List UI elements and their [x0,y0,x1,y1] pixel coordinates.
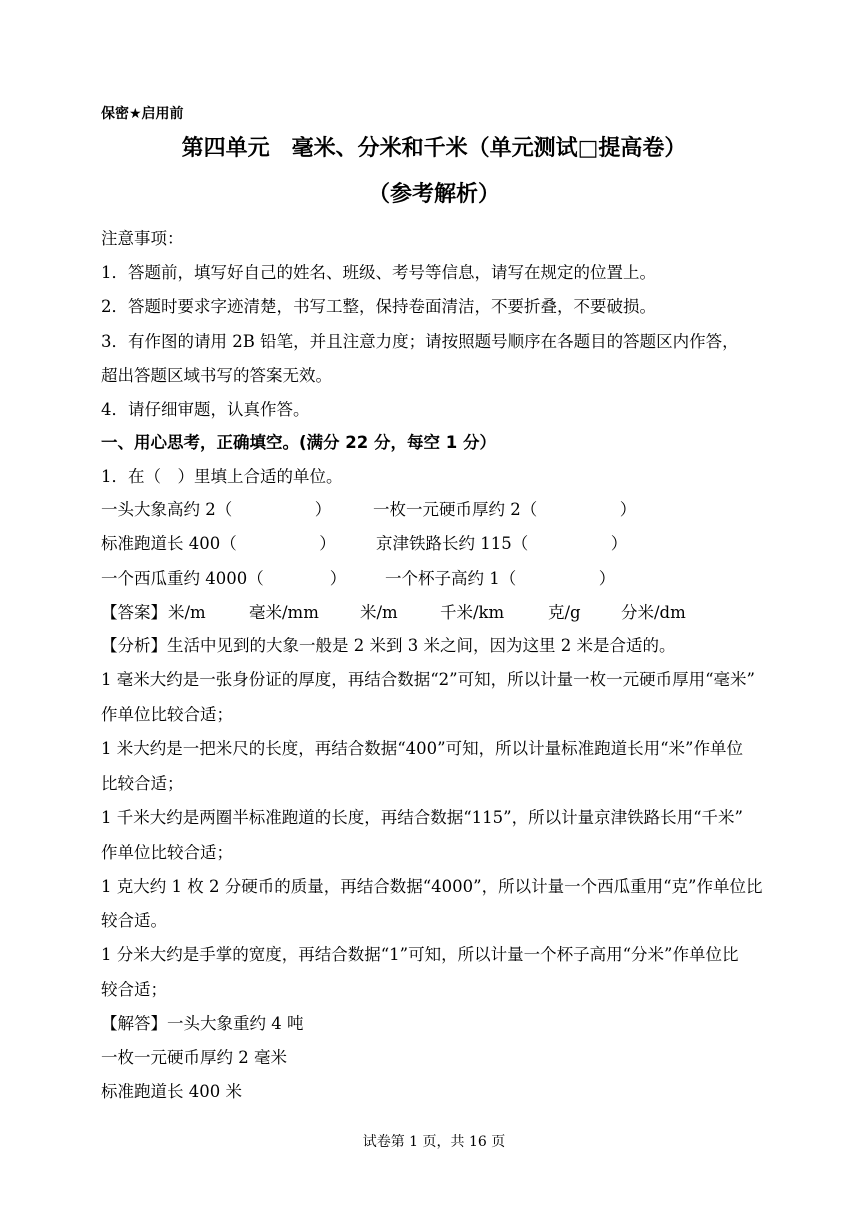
analysis-line: 比较合适； [101,774,184,793]
blank-cup: 一个杯子高约 1（ ） [385,569,616,588]
analysis-line: 作单位比较合适； [101,705,233,724]
notes-item: 1．答题前，填写好自己的姓名、班级、考号等信息，请写在规定的位置上。 [101,263,656,282]
answer-item: 毫米/mm [249,603,319,622]
analysis-line: 1 克大约 1 枚 2 分硬币的质量，再结合数据“4000”，所以计量一个西瓜重用“克”作单位比 [101,877,763,896]
notes-heading: 注意事项： [101,229,184,248]
analysis-line: 【分析】生活中见到的大象一般是 2 米到 3 米之间，因为这里 2 米是合适的。 [101,636,676,655]
analysis-line: 1 千米大约是两圈半标准跑道的长度，再结合数据“115”，所以计量京津铁路长用“千米” [101,808,743,827]
question-1: 1．在（ ）里填上合适的单位。 [101,467,343,486]
notes-item: 超出答题区域书写的答案无效。 [101,366,332,385]
notes-item: 4．请仔细审题，认真作答。 [101,400,310,419]
answer-item: 千米/km [440,603,505,622]
document-subtitle: （参考解析） [367,182,500,207]
answer-label: 【答案】 [101,603,167,622]
analysis-line: 1 米大约是一把米尺的长度，再结合数据“400”可知，所以计量标准跑道长用“米”作单位 [101,739,743,758]
analysis-line: 较合适。 [101,911,167,930]
confidential-label: 保密★启用前 [101,106,184,122]
blank-watermelon: 一个西瓜重约 4000（ ） [101,569,347,588]
solution-line: 【解答】一头大象重约 4 吨 [101,1014,304,1033]
answer-item: 克/g [548,603,581,622]
notes-item: 3．有作图的请用 2B 铅笔，并且注意力度；请按照题号顺序在各题目的答题区内作答， [101,332,739,351]
blank-track: 标准跑道长 400（ ） [101,534,336,553]
blank-railway: 京津铁路长约 115（ ） [376,534,628,553]
analysis-line: 较合适； [101,980,167,999]
solution-line: 标准跑道长 400 米 [101,1082,242,1101]
page-footer: 试卷第 1 页，共 16 页 [362,1134,506,1150]
analysis-line: 1 毫米大约是一张身份证的厚度，再结合数据“2”可知，所以计量一枚一元硬币厚用“毫米” [101,670,755,689]
answer-item: 米/m [360,603,398,622]
analysis-line: 作单位比较合适； [101,843,233,862]
section-heading: 一、用心思考，正确填空。(满分 22 分，每空 1 分） [101,433,496,452]
blank-coin: 一枚一元硬币厚约 2（ ） [373,500,637,519]
analysis-line: 1 分米大约是手掌的宽度，再结合数据“1”可知，所以计量一个杯子高用“分米”作单位比 [101,945,739,964]
notes-item: 2．答题时要求字迹清楚，书写工整，保持卷面清洁，不要折叠，不要破损。 [101,297,656,316]
answer-item: 米/m [168,603,206,622]
answer-item: 分米/dm [621,603,686,622]
blank-elephant: 一头大象高约 2（ ） [101,500,332,519]
solution-line: 一枚一元硬币厚约 2 毫米 [101,1048,287,1067]
document-title: 第四单元 毫米、分米和千米（单元测试□提高卷） [181,136,687,161]
